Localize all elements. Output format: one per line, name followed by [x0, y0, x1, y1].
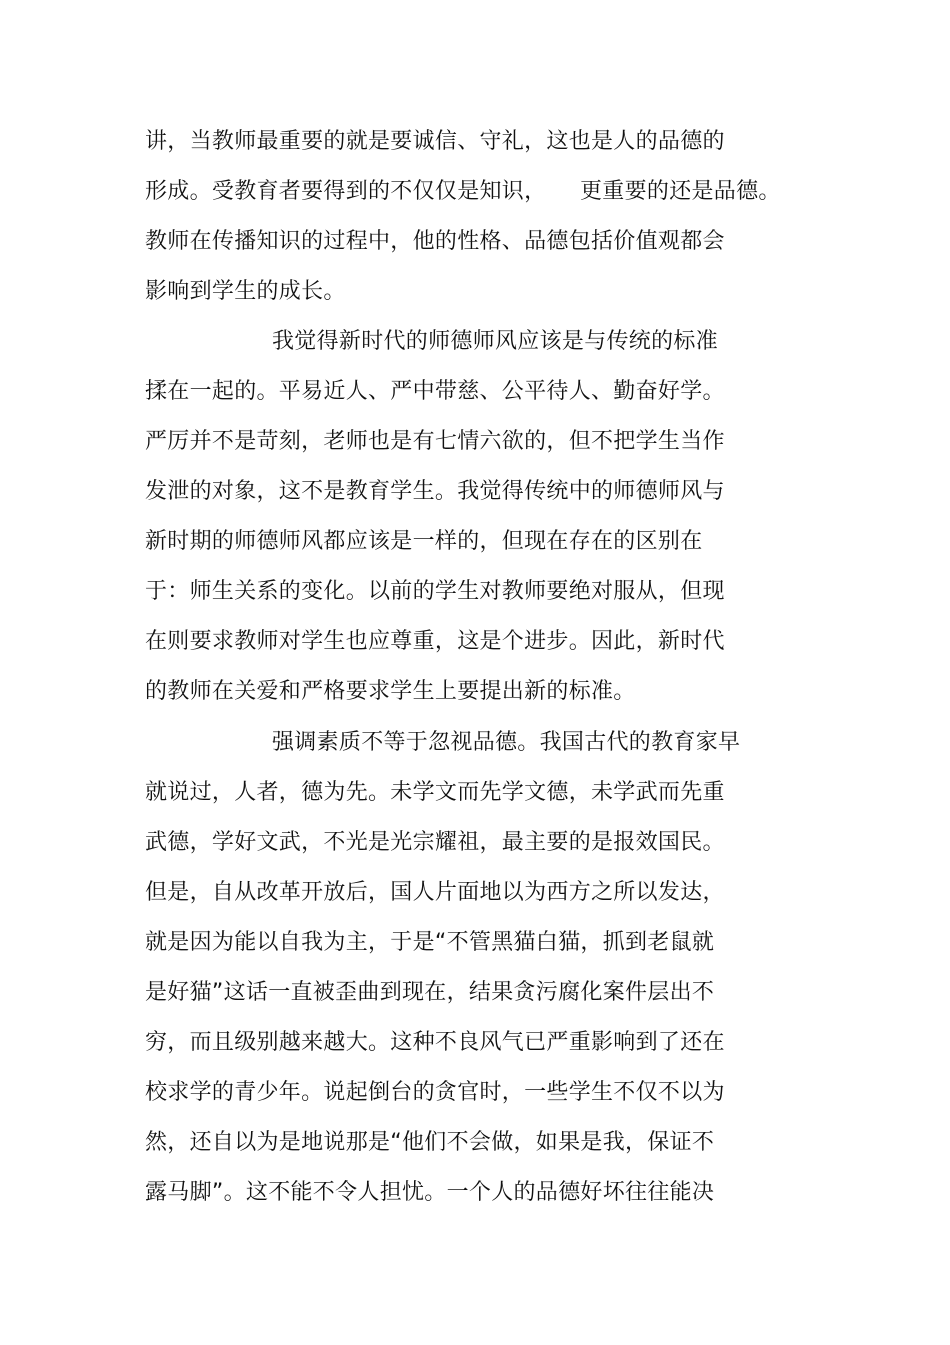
text-line: 新时期的师德师风都应该是一样的，但现在存在的区别在 [145, 529, 703, 554]
text-line: 但是，自从改革开放后，国人片面地以为西方之所以发达， [145, 880, 725, 905]
paragraph-start-line: 强调素质不等于忽视品德。我国古代的教育家早 [272, 730, 741, 755]
text-line: 严厉并不是苛刻，老师也是有七情六欲的，但不把学生当作 [145, 429, 725, 454]
text-line: 在则要求教师对学生也应尊重，这是个进步。因此，新时代 [145, 629, 725, 654]
text-line: 穷，而且级别越来越大。这种不良风气已严重影响到了还在 [145, 1030, 725, 1055]
text-line: 形成。受教育者要得到的不仅仅是知识， 更重要的还是品德。 [145, 179, 781, 204]
text-line: 露马脚”。这不能不令人担忧。一个人的品德好坏往往能决 [145, 1180, 715, 1205]
text-line: 然，还自以为是地说那是“他们不会做，如果是我，保证不 [145, 1130, 715, 1155]
text-line: 校求学的青少年。说起倒台的贪官时，一些学生不仅不以为 [145, 1080, 725, 1105]
text-line: 于：师生关系的变化。以前的学生对教师要绝对服从，但现 [145, 579, 725, 604]
text-line: 发泄的对象，这不是教育学生。我觉得传统中的师德师风与 [145, 479, 725, 504]
text-line: 就是因为能以自我为主，于是“不管黑猫白猫，抓到老鼠就 [145, 930, 715, 955]
text-line: 揉在一起的。平易近人、严中带慈、公平待人、勤奋好学。 [145, 379, 725, 404]
text-line: 就说过，人者，德为先。未学文而先学文德，未学武而先重 [145, 780, 725, 805]
text-line: 是好猫”这话一直被歪曲到现在，结果贪污腐化案件层出不 [145, 980, 715, 1005]
paragraph-start-line: 我觉得新时代的师德师风应该是与传统的标准 [272, 329, 719, 354]
text-line: 教师在传播知识的过程中，他的性格、品德包括价值观都会 [145, 229, 725, 254]
text-line: 讲，当教师最重要的就是要诚信、守礼，这也是人的品德的 [145, 129, 725, 154]
text-line: 影响到学生的成长。 [145, 279, 346, 304]
text-line: 武德，学好文武，不光是光宗耀祖，最主要的是报效国民。 [145, 830, 725, 855]
text-line: 的教师在关爱和严格要求学生上要提出新的标准。 [145, 679, 636, 704]
